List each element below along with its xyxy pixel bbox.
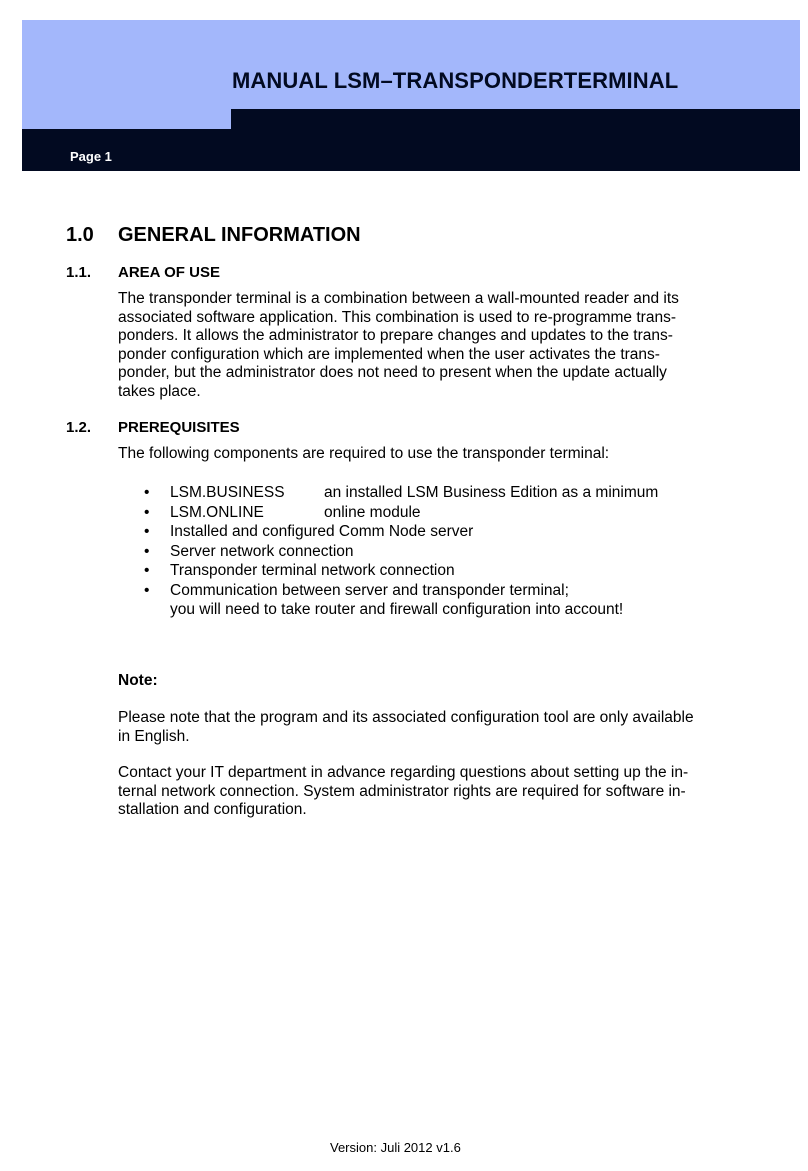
paragraph-line: associated software application. This combination is used to re-programme trans- — [118, 308, 676, 326]
bullet-icon: • — [144, 503, 150, 521]
document-title: MANUAL LSM–TRANSPONDERTERMINAL — [232, 68, 679, 93]
bullet-icon: • — [144, 542, 150, 560]
footer-version: Version: Juli 2012 v1.6 — [330, 1140, 461, 1155]
paragraph-line: The transponder terminal is a combination between a wall-mounted reader and its — [118, 290, 679, 307]
bullet-icon: • — [144, 581, 150, 599]
list-item-desc: online module — [324, 503, 421, 521]
paragraph-line: The following components are required to use the transponder terminal: — [118, 445, 610, 462]
paragraph-line: ternal network connection. System administrator rights are required for software in- — [118, 782, 686, 800]
bullet-icon: • — [144, 523, 150, 540]
list-item-continuation-text: you will need to take router and firewall configuration into account! — [170, 601, 624, 618]
bullet-icon: • — [144, 484, 150, 501]
list-item-label: Installed and configured Comm Node server — [170, 523, 474, 540]
bullet-icon: • — [144, 562, 150, 579]
list-item-desc: an installed LSM Business Edition as a minimum — [324, 484, 659, 501]
subsection-number-prerequisites: 1.2. — [66, 419, 92, 436]
paragraph-line: ponders. It allows the administrator to prepare changes and updates to the trans- — [118, 327, 673, 345]
paragraph-line: Contact your IT department in advance regarding questions about setting up the in- — [118, 764, 689, 781]
subsection-title-area-of-use: AREA OF USE — [118, 264, 220, 281]
paragraph-line: in English. — [118, 727, 190, 745]
paragraph-line: stallation and configuration. — [118, 801, 307, 819]
note-paragraph-1 — [118, 709, 718, 746]
list-item-label: Server network connection — [170, 542, 354, 560]
header-banner-dark-tab — [231, 109, 800, 129]
list-item-label: LSM.ONLINE — [170, 503, 264, 521]
prerequisites-intro — [118, 445, 718, 464]
subsection-number-area-of-use: 1.1. — [66, 264, 92, 281]
page-number: Page 1 — [70, 149, 112, 164]
list-item-label: LSM.BUSINESS — [170, 484, 285, 501]
note-paragraph-2 — [118, 764, 718, 820]
section-title: GENERAL INFORMATION — [118, 224, 361, 246]
area-of-use-paragraph — [118, 290, 718, 402]
note-label: Note: — [118, 672, 158, 689]
paragraph-line: ponder, but the administrator does not need to present when the update actually — [118, 364, 667, 382]
header-banner-dark — [22, 129, 800, 171]
list-item-label: Transponder terminal network connection — [170, 562, 455, 579]
paragraph-line: ponder configuration which are implemented when the user activates the trans- — [118, 345, 660, 363]
paragraph-line: Please note that the program and its associated configuration tool are only available — [118, 709, 694, 726]
paragraph-line: takes place. — [118, 382, 201, 400]
list-item-label: Communication between server and transponder terminal; — [170, 581, 569, 599]
subsection-title-prerequisites: PREREQUISITES — [118, 419, 240, 436]
section-number: 1.0 — [66, 224, 94, 246]
